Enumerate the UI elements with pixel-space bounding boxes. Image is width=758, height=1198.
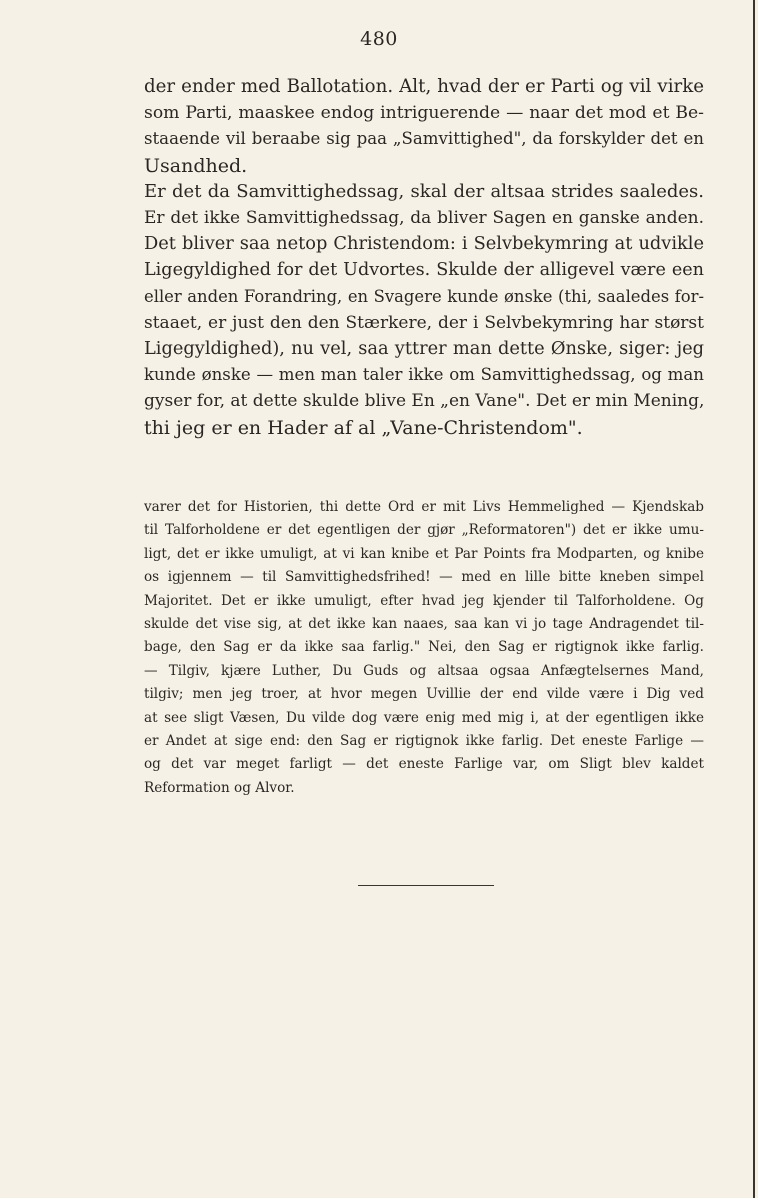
text-line: Er det ikke Samvittighedssag, da bliver Sagen en ganske anden. bbox=[144, 208, 704, 229]
text-line: som Parti, maaskee endog intriguerende — naar det mod et Be- bbox=[144, 103, 704, 124]
footnote-line: skulde det vise sig, at det ikke kan naaes, saa kan vi jo tage Andragendet til- bbox=[144, 616, 704, 633]
footnote-line: varer det for Historien, thi dette Ord er mit Livs Hemmelighed — Kjendskab bbox=[144, 499, 704, 515]
text-line: Det bliver saa netop Christendom: i Selvbekymring at udvikle bbox=[144, 233, 704, 255]
footnote bbox=[144, 496, 704, 800]
text-line: kunde ønske — men man taler ikke om Samvittighedssag, og man bbox=[144, 365, 704, 385]
footnote-line: ligt, det er ikke umuligt, at vi kan knibe et Par Points fra Modparten, og knibe bbox=[144, 545, 704, 562]
text-line: staaende vil beraabe sig paa „Samvittighed", da forskylder det en bbox=[144, 129, 704, 149]
text-line: Usandhed. bbox=[144, 154, 248, 177]
text-line: gyser for, at dette skulde blive En „en Vane". Det er min Mening, bbox=[144, 391, 705, 412]
text-line: staaet, er just den den Stærkere, der i Selvbekymring har størst bbox=[144, 312, 704, 333]
footnote-line: Majoritet. Det er ikke umuligt, efter hvad jeg kjender til Talforholdene. Og bbox=[144, 592, 704, 609]
page-number: 480 bbox=[360, 28, 398, 50]
footnote-line: — Tilgiv, kjære Luther, Du Guds og altsaa ogsaa Anfægtelsernes Mand, bbox=[144, 662, 704, 679]
page-edge-line bbox=[753, 0, 755, 1198]
text-line: Ligegyldighed for det Udvortes. Skulde der alligevel være een bbox=[144, 260, 704, 281]
footnote-line: Reformation og Alvor. bbox=[144, 779, 295, 796]
text-line: Er det da Samvittighedssag, skal der altsaa strides saaledes. bbox=[144, 180, 704, 202]
footnote-line: os igjennem — til Samvittighedsfrihed! — med en lille bitte kneben simpel bbox=[144, 569, 704, 586]
text-line: der ender med Ballotation. Alt, hvad der er Parti og vil virke bbox=[144, 76, 704, 97]
text-line: thi jeg er en Hader af al „Vane-Christendom". bbox=[144, 416, 583, 439]
text-line: Ligegyldighed), nu vel, saa yttrer man dette Ønske, siger: jeg bbox=[144, 338, 704, 360]
footnote-line: bage, den Sag er da ikke saa farlig." Nei, den Sag er rigtignok ikke farlig. bbox=[144, 639, 704, 656]
footnote-line: er Andet at sige end: den Sag er rigtignok ikke farlig. Det eneste Farlige — bbox=[144, 733, 704, 750]
footnote-line: tilgiv; men jeg troer, at hvor megen Uvillie der end vilde være i Dig ved bbox=[144, 686, 704, 703]
text-line: eller anden Forandring, en Svagere kunde ønske (thi, saaledes for- bbox=[144, 286, 704, 306]
main-text bbox=[144, 74, 704, 441]
end-rule bbox=[358, 885, 494, 886]
footnote-line: at see sligt Væsen, Du vilde dog være enig med mig i, at der egentligen ikke bbox=[144, 709, 704, 726]
footnote-line: til Talforholdene er det egentligen der gjør „Reformatoren") det er ikke umu- bbox=[144, 522, 704, 539]
footnote-line: og det var meget farligt — det eneste Farlige var, om Sligt blev kaldet bbox=[144, 756, 704, 773]
